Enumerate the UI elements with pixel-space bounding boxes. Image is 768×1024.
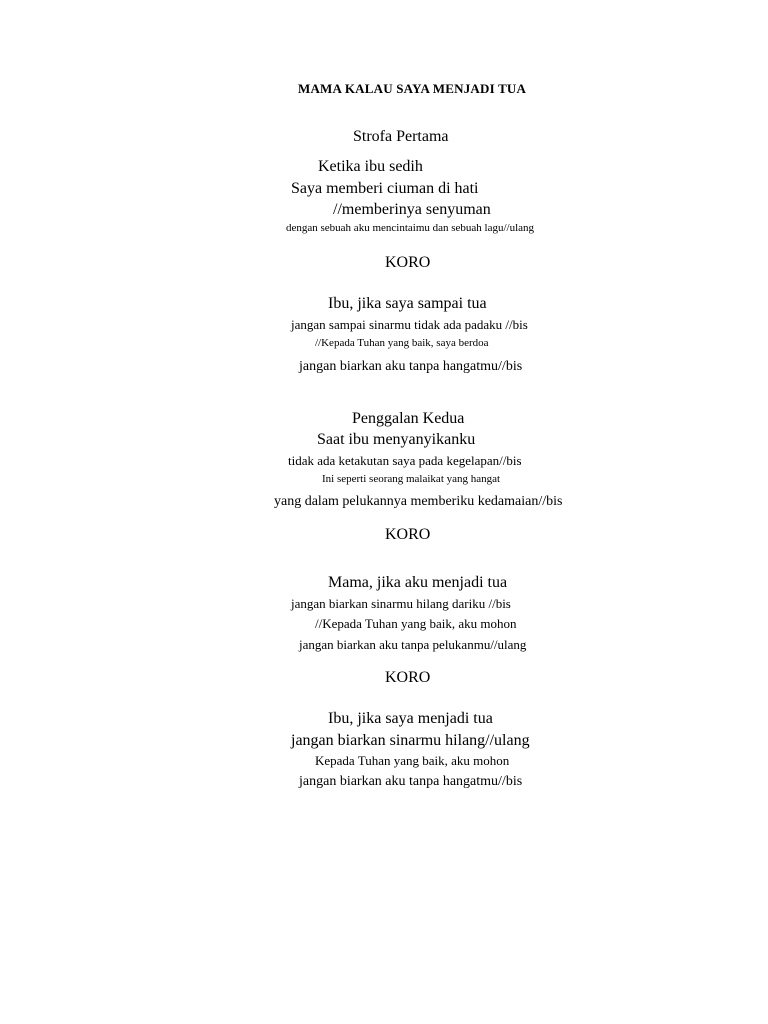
lyric-line: dengan sebuah aku mencintaimu dan sebuah lagu//ulang [286,222,535,234]
lyric-line: //Kepada Tuhan yang baik, aku mohon [315,616,517,631]
lyric-line: yang dalam pelukannya memberiku kedamaian//bis [274,494,563,509]
lyric-line: //memberinya senyuman [333,201,491,218]
lyric-line: jangan sampai sinarmu tidak ada padaku //bis [291,317,528,332]
document-title: MAMA KALAU SAYA MENJADI TUA [298,81,527,96]
lyric-line: jangan biarkan aku tanpa hangatmu//bis [299,359,523,374]
lyric-line: Kepada Tuhan yang baik, aku mohon [315,753,510,768]
lyric-line: Saya memberi ciuman di hati [291,180,479,197]
stanza-heading: Penggalan Kedua [352,410,465,427]
lyric-line: Ibu, jika saya sampai tua [328,295,487,312]
lyric-line: Ibu, jika saya menjadi tua [328,710,493,727]
lyric-line: tidak ada ketakutan saya pada kegelapan//bis [288,453,522,468]
lyric-line: jangan biarkan sinarmu hilang//ulang [291,732,530,749]
stanza-heading: Strofa Pertama [353,128,449,145]
chorus-heading: KORO [385,526,431,543]
lyric-line: Ketika ibu sedih [318,158,423,175]
lyric-line: Mama, jika aku menjadi tua [328,574,508,591]
lyric-line: jangan biarkan aku tanpa hangatmu//bis [299,774,523,789]
lyric-line: Ini seperti seorang malaikat yang hangat [322,473,501,485]
chorus-heading: KORO [385,254,431,271]
lyric-line: Saat ibu menyanyikanku [317,431,476,448]
chorus-heading: KORO [385,669,431,686]
lyric-line: jangan biarkan aku tanpa pelukanmu//ulang [299,637,527,652]
lyric-line: //Kepada Tuhan yang baik, saya berdoa [315,337,489,349]
lyric-line: jangan biarkan sinarmu hilang dariku //bis [291,596,511,611]
